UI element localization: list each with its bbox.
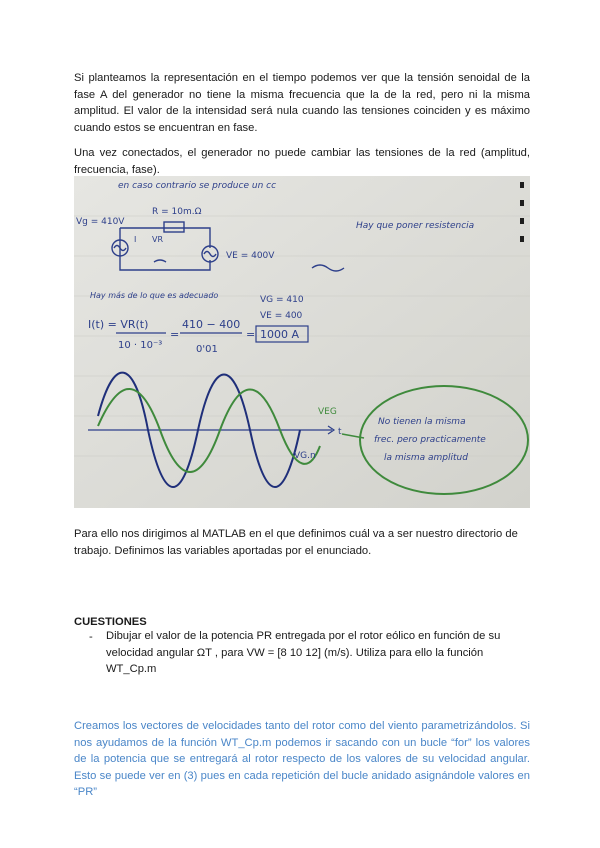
paragraph-matlab: Para ello nos dirigimos al MATLAB en el que definimos cuál va a ser nuestro directorio de trabajo. Definimos las variables aportadas por el enunciado.: [74, 528, 518, 557]
hw-vr-label: VR: [152, 235, 164, 244]
hw-vg-label: Vg = 410V: [76, 217, 125, 227]
hw-ve-value: VE = 400: [260, 311, 303, 321]
hw-top-note: en caso contrario se produce un cc: [118, 181, 277, 191]
hw-formula-denominator2: 0'01: [196, 344, 218, 355]
hw-bubble-line1: No tienen la misma: [378, 417, 466, 427]
section-heading-cuestiones: CUESTIONES: [74, 616, 147, 628]
hw-right-note: Hay que poner resistencia: [356, 221, 475, 231]
hw-wave-label-top: VEG: [318, 407, 337, 417]
hw-axis-label: t: [338, 427, 342, 437]
hw-formula-numerator: 410 − 400: [182, 318, 241, 331]
hw-wave-label-bottom: VG.n: [294, 451, 316, 461]
hw-ve-label: VE = 400V: [226, 251, 275, 261]
hw-vg-value: VG = 410: [260, 295, 304, 305]
hw-formula-denominator: 10 · 10⁻³: [118, 340, 163, 351]
hw-formula-result: 1000 A: [260, 328, 300, 341]
paragraph-answer: Creamos los vectores de velocidades tanto del rotor como del viento parametrizándolos. Si nos ayudamos de la función WT_Cp.m podemos ir sacando con un bucle “for” los valores de la potencia que se entregará al rotor respecto de los valores de su velocidad angular. Esto se puede ver en (3) pues en cada repetición del bucle anidado asignándole valores en “PR”: [74, 720, 530, 798]
hw-equals2: =: [246, 328, 256, 341]
hw-formula-left: I(t) = VR(t): [88, 318, 149, 331]
hw-equals: =: [170, 328, 180, 341]
hw-bubble-line3: la misma amplitud: [384, 453, 468, 463]
bullet-marker: -: [89, 631, 93, 643]
hw-below-note: Hay más de lo que es adecuado: [90, 291, 219, 300]
hw-bubble-line2: frec. pero practicamente: [374, 435, 486, 445]
paragraph-intro: Si planteamos la representación en el tiempo podemos ver que la tensión senoidal de la fase A del generador no tiene la misma frecuencia que la de la red, pero ni la misma amplitud. El valor de la intensidad será nula cuando las tensiones coinciden y es máximo cuando estos se encuentran en fase.: [74, 72, 530, 134]
paragraph-connected: Una vez conectados, el generador no puede cambiar las tensiones de la red (amplitud, frecuencia, fase).: [74, 147, 530, 176]
hw-resistance-label: R = 10m.Ω: [152, 207, 202, 217]
hw-current-label: I: [134, 235, 137, 244]
handwritten-notes-drawing: [74, 176, 530, 508]
handwritten-notes-photo: [74, 176, 530, 508]
question-item: Dibujar el valor de la potencia PR entregada por el rotor eólico en función de su velocidad angular ΩT , para VW = [8 10 12] (m/s). Utiliza para ello la función WT_Cp.m: [106, 630, 501, 675]
